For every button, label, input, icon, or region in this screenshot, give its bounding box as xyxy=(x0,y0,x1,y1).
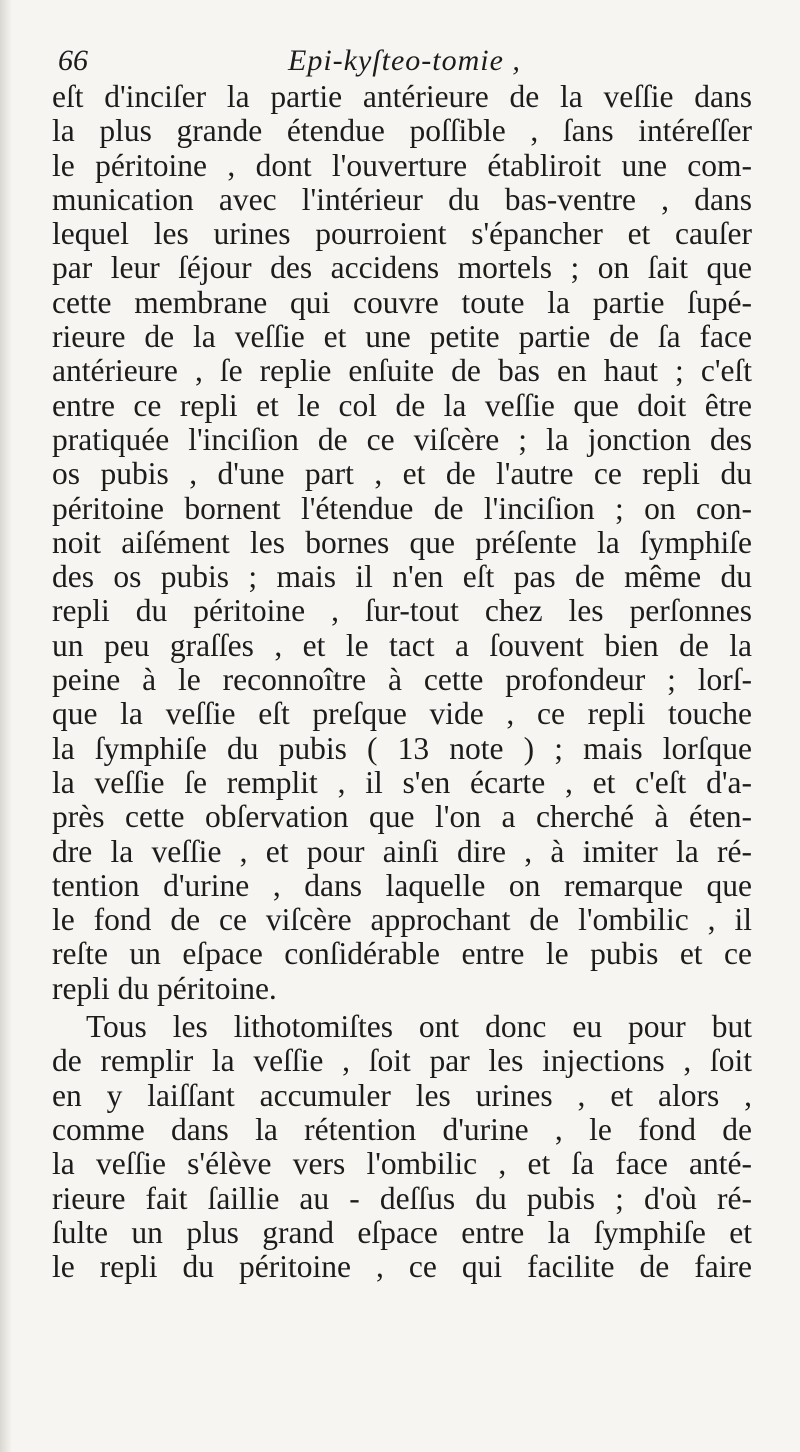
text-line: la plus grande étendue poſſible , ſans intéreſſer xyxy=(52,113,752,149)
paragraph xyxy=(52,1010,752,1284)
text-line: le péritoine , dont l'ouverture établiroit une com- xyxy=(52,147,752,183)
text-line: par leur ſéjour des accidens mortels ; on ſait que xyxy=(52,250,752,286)
text-line: le fond de ce viſcère approchant de l'ombilic , il xyxy=(52,902,752,938)
text-line: péritoine bornent l'étendue de l'inciſion ; on con- xyxy=(52,490,752,526)
text-line: ſulte un plus grand eſpace entre la ſymphiſe et xyxy=(52,1214,752,1250)
text-line: la veſſie ſe remplit , il s'en écarte , et c'eſt d'a- xyxy=(52,764,752,800)
text-line: comme dans la rétention d'urine , le fond de xyxy=(52,1111,752,1147)
text-line: os pubis , d'une part , et de l'autre ce repli du xyxy=(52,456,752,492)
text-line: la ſymphiſe du pubis ( 13 note ) ; mais lorſque xyxy=(52,730,752,766)
text-line: dre la veſſie , et pour ainſi dire , à imiter la ré- xyxy=(52,833,752,869)
text-line: antérieure , ſe replie enſuite de bas en haut ; c'eſt xyxy=(52,353,752,389)
text-line: le repli du péritoine , ce qui facilite de faire xyxy=(52,1249,752,1285)
text-line: peine à le reconnoître à cette profondeur ; lorſ- xyxy=(52,662,752,698)
paragraph xyxy=(52,80,752,1006)
text-line: rieure de la veſſie et une petite partie de ſa face xyxy=(52,319,752,355)
text-line: tention d'urine , dans laquelle on remarque que xyxy=(52,867,752,903)
text-line: rieure fait ſaillie au - deſſus du pubis ; d'où ré- xyxy=(52,1180,752,1216)
text-line: noit aiſément les bornes que préſente la ſymphiſe xyxy=(52,524,752,560)
text-line: eſt d'inciſer la partie antérieure de la veſſie dans xyxy=(52,79,752,114)
text-line: lequel les urines pourroient s'épancher et cauſer xyxy=(52,216,752,252)
running-head: Epi-kyſteo-tomie , xyxy=(288,44,521,77)
text-line: repli du péritoine , ſur-tout chez les perſonnes xyxy=(52,593,752,629)
text-line: de remplir la veſſie , ſoit par les injections , ſoit xyxy=(52,1043,752,1079)
body-text xyxy=(52,80,752,1284)
text-line: entre ce repli et le col de la veſſie que doit être xyxy=(52,387,752,423)
text-line: cette membrane qui couvre toute la partie ſupé- xyxy=(52,284,752,320)
text-line: que la veſſie eſt preſque vide , ce repli touche xyxy=(52,696,752,732)
text-line: Tous les lithotomiſtes ont donc eu pour but xyxy=(86,1009,752,1045)
text-line: munication avec l'intérieur du bas-ventre , dans xyxy=(52,181,752,217)
page-number: 66 xyxy=(58,44,88,77)
text-line: repli du péritoine. xyxy=(52,970,277,1006)
text-line: un peu graſſes , et le tact a ſouvent bien de la xyxy=(52,627,752,663)
text-line: pratiquée l'inciſion de ce viſcère ; la jonction des xyxy=(52,421,752,457)
text-line: la veſſie s'élève vers l'ombilic , et ſa face anté- xyxy=(52,1146,752,1182)
text-line: reſte un eſpace conſidérable entre le pubis et ce xyxy=(52,936,752,972)
text-line: en y laiſſant accumuler les urines , et alors , xyxy=(52,1077,752,1113)
page-edge-shadow xyxy=(0,0,12,1452)
text-line: des os pubis ; mais il n'en eſt pas de même du xyxy=(52,559,752,595)
text-line: près cette obſervation que l'on a cherché à éten- xyxy=(52,799,752,835)
